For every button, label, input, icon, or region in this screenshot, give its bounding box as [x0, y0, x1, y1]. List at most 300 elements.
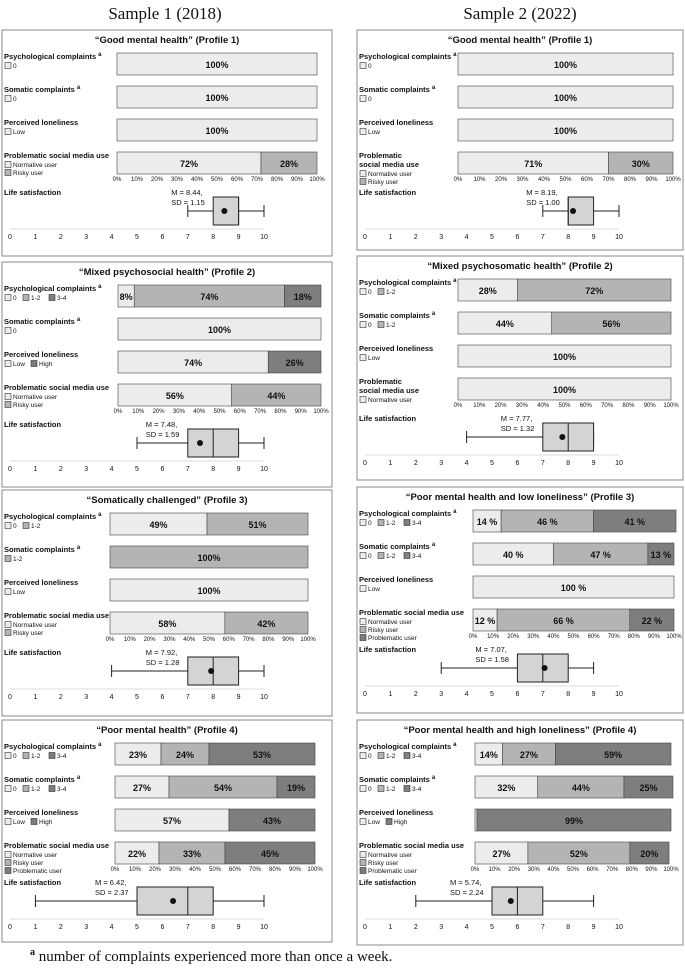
- bar-value-label: 100%: [205, 60, 229, 70]
- ls-tick-label: 1: [33, 924, 38, 931]
- pct-tick-label: 60%: [586, 867, 599, 873]
- legend-label: 1-2: [386, 553, 396, 560]
- legend-swatch: [5, 361, 11, 367]
- legend-label: 0: [368, 96, 372, 103]
- bar-value-label: 72%: [179, 159, 199, 169]
- bar-value-label: 22 %: [641, 616, 663, 626]
- legend-label: Normative user: [368, 171, 413, 178]
- life-satisfaction-label: Life satisfaction: [4, 878, 62, 887]
- mean-text: M = 7.48,: [145, 420, 178, 429]
- footnote-mark: a: [431, 85, 436, 91]
- mean-dot: [559, 434, 565, 440]
- legend-label: 3-4: [412, 786, 422, 793]
- row-label: Perceived loneliness: [4, 578, 79, 587]
- bar-value-label: 14 %: [476, 517, 498, 527]
- pct-tick-label: 100%: [666, 634, 682, 640]
- legend-swatch: [360, 397, 366, 403]
- legend-swatch: [378, 753, 384, 759]
- pct-tick-label: 0%: [470, 867, 480, 873]
- legend-label: 1-2: [31, 295, 41, 302]
- legend-swatch: [5, 394, 11, 400]
- legend-swatch: [5, 129, 11, 135]
- sample-1-title: Sample 1 (2018): [108, 4, 222, 23]
- bar-value-label: 27%: [492, 849, 511, 859]
- ls-tick-label: 8: [211, 924, 216, 931]
- pct-tick-label: 80%: [623, 177, 637, 183]
- sd-text: SD = 1.59: [145, 430, 180, 439]
- pct-tick-label: 0%: [112, 177, 122, 183]
- ls-tick-label: 6: [515, 234, 520, 241]
- row-label: Somatic complaints $^a$: [359, 542, 436, 551]
- ls-tick-label: 9: [236, 694, 241, 701]
- legend-label: 0: [13, 63, 17, 70]
- legend-swatch: [5, 852, 11, 858]
- legend-label: High: [39, 361, 53, 368]
- pct-tick-label: 50%: [566, 867, 580, 873]
- row-label: social media use: [359, 160, 420, 169]
- legend-swatch: [5, 786, 11, 792]
- legend-swatch: [31, 819, 37, 825]
- bar-value-label: 30%: [631, 159, 650, 169]
- row-label: Psychological complaints $^a$: [4, 512, 102, 521]
- row-label: Psychological complaints $^a$: [359, 52, 457, 61]
- bar-value-label: 71%: [524, 159, 543, 169]
- legend-label: 0: [13, 523, 17, 530]
- legend-label: Low: [13, 819, 25, 826]
- mean-dot: [197, 440, 203, 446]
- row-label: Somatic complaints $^a$: [359, 311, 436, 320]
- legend-label: 3-4: [57, 295, 67, 302]
- row-label: Problematic: [359, 151, 402, 160]
- row-label: Perceived loneliness: [4, 808, 79, 817]
- pct-tick-label: 50%: [210, 177, 224, 183]
- pct-tick-label: 30%: [172, 409, 185, 415]
- pct-tick-label: 80%: [270, 177, 284, 183]
- profile-panel-3: [2, 490, 332, 716]
- ls-tick-label: 5: [135, 234, 139, 241]
- profile-panel-2: [2, 262, 332, 487]
- ls-tick-label: 2: [413, 234, 418, 241]
- pct-tick-label: 100%: [665, 177, 681, 183]
- ls-tick-label: 1: [33, 234, 38, 241]
- ls-tick-label: 0: [363, 924, 367, 931]
- legend-label: Low: [13, 129, 25, 136]
- pct-tick-label: 0%: [105, 637, 115, 643]
- pct-tick-label: 0%: [453, 403, 463, 409]
- mean-text: M = 6.42,: [95, 878, 127, 887]
- legend-label: 1-2: [13, 556, 23, 563]
- pct-tick-label: 30%: [527, 634, 540, 640]
- pct-tick-label: 80%: [625, 867, 638, 873]
- ls-tick-label: 2: [58, 466, 63, 473]
- profile-title: “Poor mental health and high loneliness” (Profile 4): [403, 725, 637, 736]
- pct-tick-label: 30%: [515, 403, 528, 409]
- legend-label: 1-2: [31, 786, 41, 793]
- legend-label: Normative user: [13, 852, 58, 859]
- pct-tick-label: 10%: [473, 403, 486, 409]
- footnote-mark: a: [431, 775, 436, 781]
- pct-tick-label: 80%: [268, 867, 282, 873]
- ls-tick-label: 9: [591, 691, 596, 698]
- row-label: Problematic: [359, 377, 402, 386]
- bar-value-label: 100%: [205, 126, 229, 136]
- legend-swatch: [5, 162, 11, 168]
- pct-tick-label: 90%: [643, 403, 656, 409]
- bar-value-label: 22%: [127, 849, 147, 859]
- ls-tick-label: 6: [160, 234, 165, 241]
- pct-tick-label: 70%: [242, 637, 255, 643]
- legend-label: 0: [368, 63, 372, 70]
- sd-text: SD = 2.24: [450, 888, 484, 897]
- mean-text: M = 7.77,: [500, 414, 533, 423]
- ls-tick-label: 3: [439, 691, 444, 698]
- legend-swatch: [5, 328, 11, 334]
- ls-tick-label: 8: [211, 466, 216, 473]
- ls-tick-label: 9: [236, 924, 241, 931]
- bar-value-label: 45%: [260, 849, 280, 859]
- row-label: Perceived loneliness: [359, 118, 434, 127]
- footnote-mark: a: [76, 545, 81, 551]
- mean-dot: [508, 898, 514, 904]
- bar-value-label: 32%: [497, 783, 516, 793]
- pct-tick-label: 60%: [222, 637, 235, 643]
- row-label: Somatic complaints $^a$: [4, 317, 81, 326]
- row-label: social media use: [359, 386, 420, 395]
- row-label: Problematic social media use: [4, 383, 110, 392]
- ls-tick-label: 6: [515, 924, 520, 931]
- mean-text: M = 8.44,: [171, 188, 203, 197]
- pct-tick-label: 100%: [313, 409, 329, 415]
- row-label: Psychological complaints $^a$: [359, 742, 457, 751]
- ls-tick-label: 6: [160, 466, 165, 473]
- bar-value-label: 44%: [571, 783, 590, 793]
- ls-tick-label: 6: [160, 924, 165, 931]
- ls-tick-label: 8: [566, 460, 571, 467]
- legend-swatch: [5, 589, 11, 595]
- sd-text: SD = 1.15: [171, 198, 205, 207]
- ls-tick-label: 8: [566, 924, 571, 931]
- pct-tick-label: 80%: [622, 403, 635, 409]
- legend-swatch: [5, 622, 11, 628]
- life-satisfaction-label: Life satisfaction: [359, 878, 417, 887]
- profile-title: “Good mental health” (Profile 1): [447, 35, 593, 46]
- footnote-mark: a: [98, 284, 102, 290]
- bar-value-label: 53%: [252, 750, 272, 760]
- legend-swatch: [5, 402, 11, 408]
- legend-swatch: [31, 361, 37, 367]
- ls-tick-label: 0: [8, 924, 12, 931]
- bar-value-label: 26%: [285, 358, 304, 368]
- legend-swatch: [360, 619, 366, 625]
- legend-swatch: [360, 520, 366, 526]
- row-label: Psychological complaints $^a$: [359, 509, 457, 518]
- ls-tick-label: 7: [185, 924, 190, 931]
- ls-tick-label: 3: [84, 234, 89, 241]
- ls-tick-label: 0: [363, 460, 367, 467]
- bar-value-label: 44%: [267, 391, 286, 401]
- legend-swatch: [5, 860, 11, 866]
- profile-panel-8: [357, 720, 683, 945]
- legend-label: 1-2: [386, 289, 396, 296]
- pct-tick-label: 90%: [645, 867, 658, 873]
- row-label: Problematic social media use: [4, 151, 110, 160]
- legend-label: 3-4: [57, 786, 67, 793]
- life-satisfaction-label: Life satisfaction: [359, 188, 417, 197]
- ls-tick-label: 4: [464, 691, 469, 698]
- profile-title: “Mixed psychosomatic health” (Profile 2): [427, 261, 613, 272]
- legend-label: Normative user: [368, 397, 413, 404]
- legend-label: Risky user: [13, 630, 44, 637]
- legend-label: 0: [368, 322, 372, 329]
- pct-tick-label: 30%: [527, 867, 540, 873]
- pct-tick-label: 70%: [254, 409, 267, 415]
- ls-tick-label: 2: [413, 691, 418, 698]
- legend-label: Problematic user: [368, 868, 417, 875]
- ls-tick-label: 3: [439, 924, 444, 931]
- pct-tick-label: 100%: [663, 867, 679, 873]
- bar-value-label: 56%: [165, 391, 184, 401]
- pct-tick-label: 10%: [488, 867, 501, 873]
- mean-dot: [170, 898, 176, 904]
- ls-tick-label: 9: [591, 460, 596, 467]
- ls-tick-label: 2: [413, 460, 418, 467]
- pct-tick-label: 20%: [150, 177, 164, 183]
- bar-value-label: 27%: [519, 750, 538, 760]
- pct-tick-label: 70%: [606, 867, 619, 873]
- footnote: $^a$ number of complaints experienced more than once a week.: [30, 947, 393, 965]
- legend-label: Low: [368, 819, 380, 826]
- sd-text: SD = 1.28: [145, 658, 180, 667]
- bar-value-label: 40 %: [502, 550, 524, 560]
- ls-tick-label: 0: [363, 691, 367, 698]
- legend-swatch: [23, 786, 29, 792]
- legend-label: 0: [13, 786, 17, 793]
- row-label: Perceived loneliness: [359, 575, 434, 584]
- ls-tick-label: 7: [540, 691, 545, 698]
- legend-label: Low: [13, 361, 25, 368]
- legend-swatch: [360, 819, 366, 825]
- ls-tick-label: 4: [109, 694, 114, 701]
- ls-tick-label: 2: [58, 694, 63, 701]
- bar-value-label: 13 %: [650, 550, 672, 560]
- ls-tick-label: 10: [260, 234, 268, 241]
- life-satisfaction-label: Life satisfaction: [4, 648, 62, 657]
- pct-tick-label: 20%: [143, 637, 156, 643]
- bar-value-label: 100%: [207, 325, 232, 335]
- ls-tick-label: 5: [135, 466, 139, 473]
- bar-value-label: 41 %: [624, 517, 646, 527]
- pct-tick-label: 10%: [123, 637, 136, 643]
- ls-tick-label: 3: [84, 924, 89, 931]
- legend-label: Low: [368, 355, 380, 362]
- pct-tick-label: 60%: [233, 409, 246, 415]
- legend-swatch: [378, 289, 384, 295]
- legend-swatch: [5, 868, 11, 874]
- bar-value-label: 47 %: [590, 550, 611, 560]
- legend-swatch: [360, 586, 366, 592]
- legend-swatch: [5, 523, 11, 529]
- legend-swatch: [23, 753, 29, 759]
- ls-tick-label: 10: [615, 460, 623, 467]
- profile-panel-4: [2, 720, 332, 942]
- sd-text: SD = 1.58: [475, 655, 509, 664]
- pct-tick-label: 60%: [587, 634, 600, 640]
- ls-tick-label: 5: [490, 924, 494, 931]
- bar-value-label: 72%: [585, 286, 604, 296]
- profile-title: “Poor mental health” (Profile 4): [96, 725, 238, 736]
- bar-value-label: 12 %: [474, 616, 496, 626]
- legend-label: 0: [13, 328, 17, 335]
- ls-tick-label: 4: [464, 234, 469, 241]
- legend-swatch: [360, 129, 366, 135]
- ls-tick-label: 9: [591, 234, 596, 241]
- ls-tick-label: 7: [540, 234, 545, 241]
- pct-tick-label: 30%: [168, 867, 182, 873]
- legend-label: High: [394, 819, 408, 826]
- legend-swatch: [378, 520, 384, 526]
- legend-label: Risky user: [368, 627, 399, 634]
- profile-title: “Mixed psychosocial health” (Profile 2): [78, 267, 256, 278]
- ls-tick-label: 2: [58, 924, 63, 931]
- row-label: Somatic complaints $^a$: [4, 775, 81, 784]
- bar-value-label: 8%: [119, 292, 133, 302]
- legend-swatch: [404, 786, 410, 792]
- legend-label: Normative user: [368, 619, 413, 626]
- legend-label: 0: [368, 786, 372, 793]
- ls-tick-label: 5: [490, 691, 494, 698]
- pct-tick-label: 40%: [188, 867, 202, 873]
- pct-tick-label: 50%: [559, 177, 572, 183]
- pct-tick-label: 30%: [170, 177, 184, 183]
- pct-tick-label: 80%: [627, 634, 640, 640]
- bar-value-label: 99%: [564, 816, 583, 826]
- pct-tick-label: 20%: [152, 409, 165, 415]
- ls-tick-label: 1: [388, 691, 393, 698]
- footnote-mark: a: [98, 52, 102, 58]
- legend-swatch: [49, 753, 55, 759]
- ls-tick-label: 0: [363, 234, 367, 241]
- ls-tick-label: 8: [211, 234, 216, 241]
- pct-tick-label: 30%: [516, 177, 529, 183]
- legend-swatch: [360, 860, 366, 866]
- bar-value-label: 100%: [552, 352, 577, 362]
- footnote-mark: a: [431, 311, 436, 317]
- legend-swatch: [49, 295, 55, 301]
- legend-label: Low: [368, 129, 380, 136]
- footnote-mark: a: [76, 317, 81, 323]
- ls-tick-label: 7: [185, 234, 190, 241]
- bar-value-label: 56%: [602, 319, 621, 329]
- bar-value-label: 100%: [552, 385, 577, 395]
- ls-tick-label: 1: [388, 460, 393, 467]
- pct-tick-label: 50%: [213, 409, 226, 415]
- legend-label: 0: [368, 553, 372, 560]
- legend-label: High: [39, 819, 53, 826]
- pct-tick-label: 0%: [468, 634, 478, 640]
- pct-tick-label: 70%: [250, 177, 264, 183]
- bar-value-label: 100%: [553, 93, 578, 103]
- legend-swatch: [23, 295, 29, 301]
- pct-tick-label: 100%: [300, 637, 316, 643]
- pct-tick-label: 20%: [494, 177, 508, 183]
- ls-tick-label: 3: [439, 460, 444, 467]
- row-label: Psychological complaints $^a$: [4, 742, 102, 751]
- bar-value-label: 24%: [175, 750, 195, 760]
- row-label: Problematic social media use: [4, 841, 110, 850]
- bar-value-label: 25%: [639, 783, 658, 793]
- legend-label: 1-2: [386, 520, 396, 527]
- ls-tick-label: 3: [84, 694, 89, 701]
- ls-tick-label: 4: [109, 924, 114, 931]
- pct-tick-label: 40%: [547, 867, 560, 873]
- life-satisfaction-label: Life satisfaction: [359, 414, 417, 423]
- life-satisfaction-label: Life satisfaction: [359, 645, 417, 654]
- ls-tick-label: 5: [490, 234, 494, 241]
- ls-tick-label: 0: [8, 694, 12, 701]
- legend-swatch: [5, 556, 11, 562]
- ls-tick-label: 5: [490, 460, 494, 467]
- pct-tick-label: 0%: [110, 867, 120, 873]
- ls-tick-label: 0: [8, 234, 12, 241]
- legend-label: Risky user: [13, 860, 44, 867]
- footnote-mark: a: [76, 775, 81, 781]
- bar-value-label: 74%: [200, 292, 219, 302]
- legend-swatch: [5, 753, 11, 759]
- pct-tick-label: 90%: [645, 177, 658, 183]
- ls-tick-label: 7: [540, 460, 545, 467]
- pct-tick-label: 40%: [537, 403, 550, 409]
- bar-value-label: 51%: [248, 520, 267, 530]
- ls-tick-label: 3: [439, 234, 444, 241]
- pct-tick-label: 10%: [130, 177, 144, 183]
- footnote-mark: a: [76, 85, 81, 91]
- ls-tick-label: 7: [540, 924, 545, 931]
- ls-tick-label: 2: [58, 234, 63, 241]
- ls-tick-label: 4: [464, 460, 469, 467]
- bar-value-label: 44%: [495, 319, 514, 329]
- pct-tick-label: 50%: [208, 867, 222, 873]
- legend-swatch: [5, 630, 11, 636]
- bar-value-label: 66 %: [553, 616, 574, 626]
- profile-title: “Somatically challenged” (Profile 3): [86, 495, 248, 506]
- pct-tick-label: 60%: [579, 403, 592, 409]
- legend-label: 0: [13, 295, 17, 302]
- legend-label: 3-4: [412, 520, 422, 527]
- life-satisfaction-label: Life satisfaction: [4, 420, 62, 429]
- mean-text: M = 7.07,: [475, 645, 507, 654]
- sd-text: SD = 2.37: [95, 888, 129, 897]
- pct-tick-label: 10%: [128, 867, 142, 873]
- bar-value-label: 49%: [149, 520, 168, 530]
- footnote-mark: a: [453, 52, 457, 58]
- pct-tick-label: 100%: [309, 177, 325, 183]
- row-label: Problematic social media use: [4, 611, 110, 620]
- ls-tick-label: 4: [109, 234, 114, 241]
- pct-tick-label: 10%: [473, 177, 486, 183]
- mean-text: M = 7.92,: [145, 648, 178, 657]
- pct-tick-label: 20%: [507, 634, 520, 640]
- pct-tick-label: 70%: [248, 867, 262, 873]
- legend-swatch: [386, 819, 392, 825]
- row-label: Somatic complaints $^a$: [4, 545, 81, 554]
- mean-dot: [542, 665, 548, 671]
- bar-value-label: 19%: [286, 783, 306, 793]
- legend-label: Normative user: [13, 622, 58, 629]
- legend-swatch: [360, 868, 366, 874]
- footnote-mark: a: [453, 509, 457, 515]
- pct-tick-label: 0%: [453, 177, 463, 183]
- ls-tick-label: 1: [33, 694, 38, 701]
